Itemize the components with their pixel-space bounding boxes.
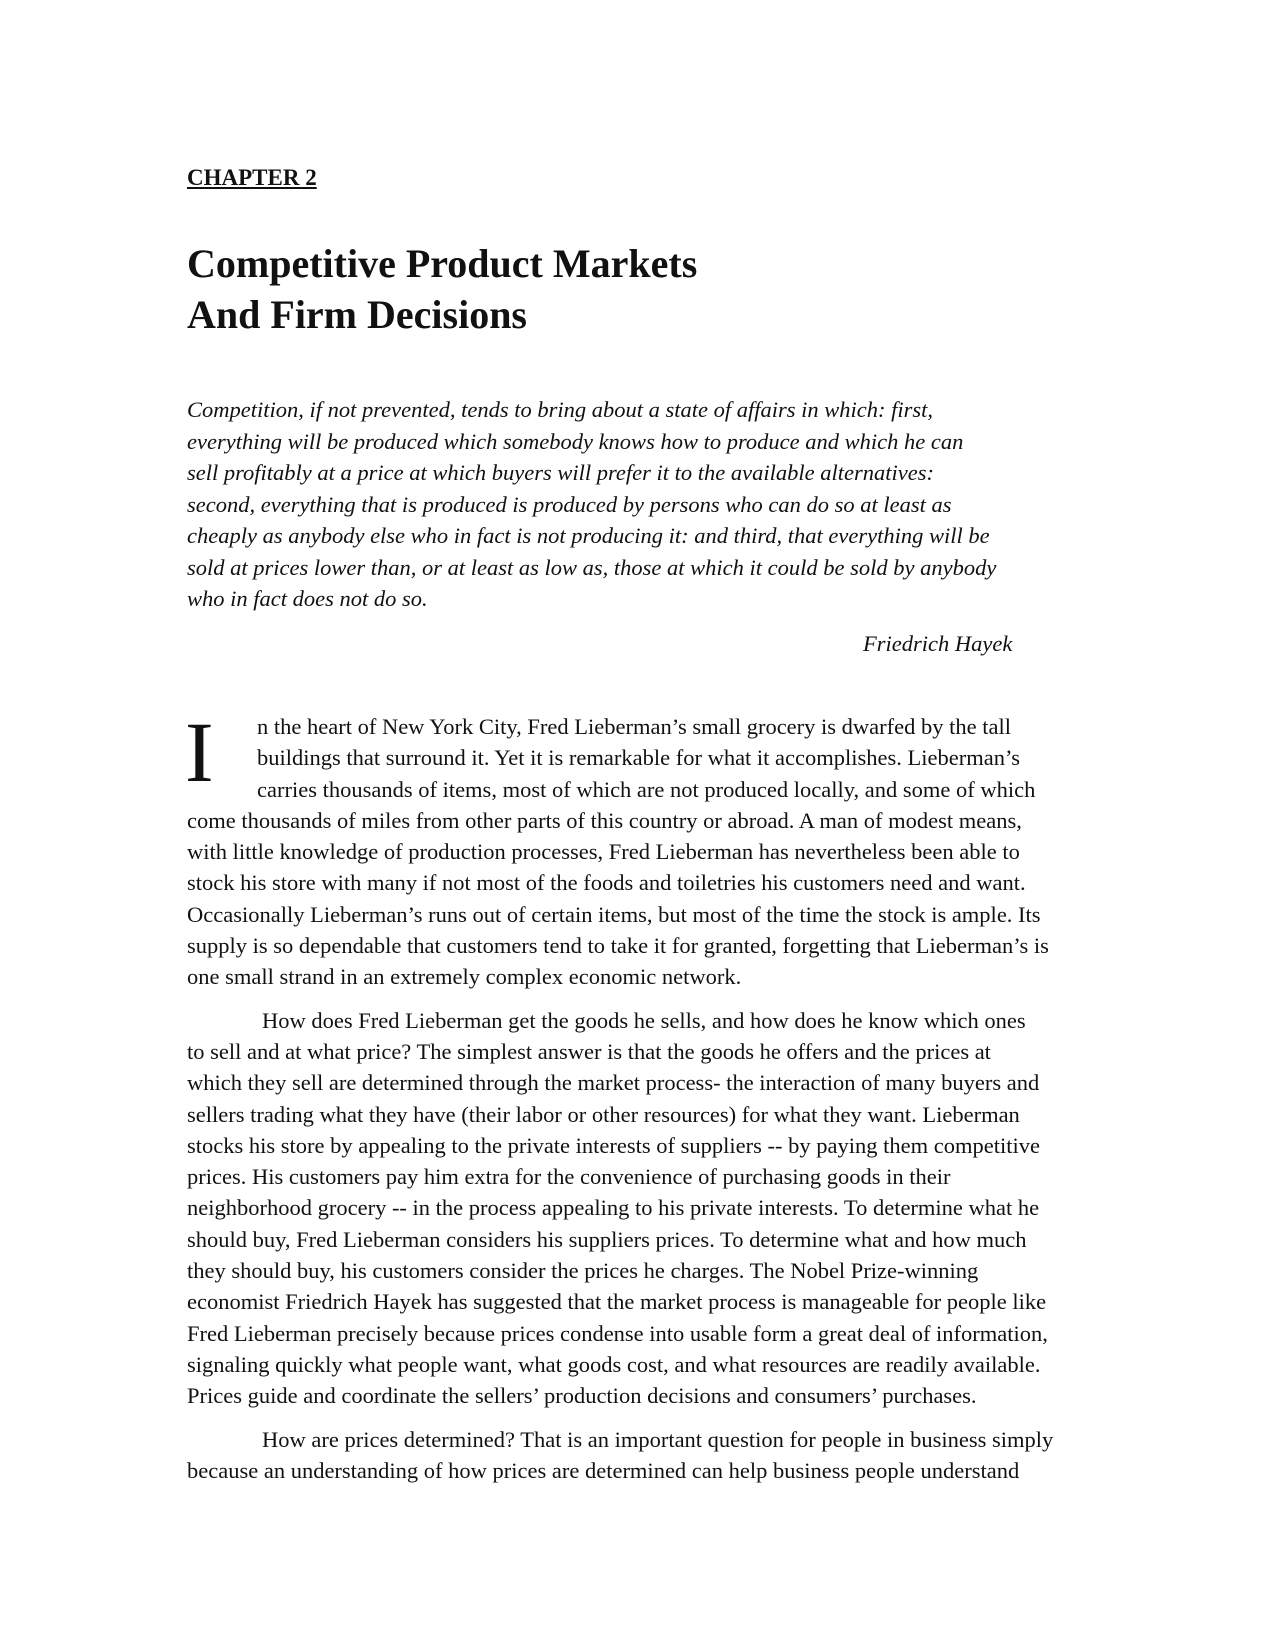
- body-text: [185, 704, 1092, 1486]
- chapter-title: [187, 238, 1087, 340]
- drop-cap: I: [185, 704, 214, 800]
- paragraph-line: sellers trading what they have (their labor or other resources) for what they want. Lieberman: [187, 1101, 1020, 1127]
- epigraph-line: who in fact does not do so.: [187, 586, 428, 611]
- epigraph-line: cheaply as anybody else who in fact is not producing it: and third, that everything will be: [187, 523, 990, 548]
- paragraph-line: which they sell are determined through the market process- the interaction of many buyers and: [187, 1070, 1040, 1096]
- paragraph-line: with little knowledge of production processes, Fred Lieberman has nevertheless been able to: [187, 839, 1020, 865]
- paragraph-line: to sell and at what price? The simplest answer is that the goods he offers and the prices at: [187, 1038, 991, 1064]
- epigraph-line: sold at prices lower than, or at least as low as, those at which it could be sold by anybody: [187, 554, 997, 580]
- paragraph-line: should buy, Fred Lieberman considers his suppliers prices. To determine what and how much: [187, 1226, 1027, 1252]
- paragraph-line: How does Fred Lieberman get the goods he sells, and how does he know which ones: [262, 1007, 1026, 1033]
- paragraph-2: [187, 1005, 1092, 1412]
- paragraph-line: supply is so dependable that customers tend to take it for granted, forgetting that Lieberman’s is: [187, 933, 1049, 959]
- paragraph-line: because an understanding of how prices are determined can help business people understand: [187, 1457, 1020, 1483]
- epigraph-attribution: Friedrich Hayek: [863, 631, 1013, 656]
- paragraph-line: one small strand in an extremely complex economic network.: [187, 964, 742, 990]
- paragraph-line: Fred Lieberman precisely because prices condense into usable form a great deal of information,: [187, 1320, 1048, 1346]
- paragraph-line: stock his store with many if not most of the foods and toiletries his customers need and want.: [187, 870, 1026, 896]
- epigraph: [187, 394, 1087, 656]
- epigraph-line: everything will be produced which somebody knows how to produce and which he can: [187, 428, 964, 454]
- paragraph-line: n the heart of New York City, Fred Lieberman’s small grocery is dwarfed by the tall: [257, 714, 1011, 739]
- chapter-title-line: And Firm Decisions: [187, 292, 527, 337]
- epigraph-quote: [187, 394, 1087, 615]
- paragraph-1: [185, 704, 1092, 993]
- paragraph-line: prices. His customers pay him extra for the convenience of purchasing goods in their: [187, 1164, 951, 1190]
- paragraph-line: Occasionally Lieberman’s runs out of certain items, but most of the time the stock is ample. Its: [187, 901, 1041, 927]
- chapter-label: CHAPTER 2: [187, 165, 317, 190]
- chapter-title-line: Competitive Product Markets: [187, 241, 698, 286]
- paragraph-line: come thousands of miles from other parts of this country or abroad. A man of modest means,: [187, 807, 1022, 833]
- paragraph-line: buildings that surround it. Yet it is remarkable for what it accomplishes. Lieberman’s: [257, 745, 1020, 771]
- paragraph-line: carries thousands of items, most of which are not produced locally, and some of which: [257, 776, 1036, 802]
- epigraph-line: Competition, if not prevented, tends to bring about a state of affairs in which: first,: [187, 397, 934, 422]
- paragraph-line: How are prices determined? That is an important question for people in business simply: [262, 1426, 1054, 1452]
- paragraph-line: Prices guide and coordinate the sellers’ production decisions and consumers’ purchases.: [187, 1383, 977, 1409]
- paragraph-3: [187, 1424, 1092, 1487]
- epigraph-line: second, everything that is produced is produced by persons who can do so at least as: [187, 491, 952, 517]
- paragraph-line: they should buy, his customers consider the prices he charges. The Nobel Prize-winning: [187, 1258, 979, 1284]
- paragraph-line: signaling quickly what people want, what goods cost, and what resources are readily available.: [187, 1351, 1041, 1377]
- paragraph-line: neighborhood grocery -- in the process appealing to his private interests. To determine what he: [187, 1195, 1040, 1221]
- epigraph-line: sell profitably at a price at which buyers will prefer it to the available alternatives:: [187, 460, 934, 485]
- paragraph-line: economist Friedrich Hayek has suggested that the market process is manageable for people like: [187, 1289, 1047, 1315]
- paragraph-line: stocks his store by appealing to the private interests of suppliers -- by paying them competitive: [187, 1132, 1040, 1158]
